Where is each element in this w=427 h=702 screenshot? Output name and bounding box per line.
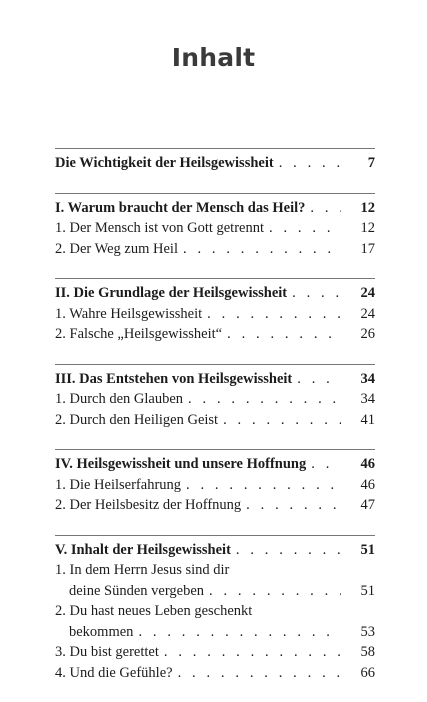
toc-entry[interactable] xyxy=(55,622,375,643)
dot-leader xyxy=(297,369,341,390)
toc-page-number: 46 xyxy=(360,476,375,493)
toc-page-number: 51 xyxy=(360,541,375,558)
toc-page-number: 24 xyxy=(360,285,375,301)
dot-leader xyxy=(227,324,341,345)
toc-entry[interactable] xyxy=(55,601,375,622)
dot-leader xyxy=(246,495,341,516)
section-divider xyxy=(55,278,375,279)
section-divider xyxy=(55,449,375,450)
toc-page-number: 53 xyxy=(360,623,375,640)
table-of-contents xyxy=(55,148,375,702)
dot-leader xyxy=(310,198,341,219)
toc-page-number: 34 xyxy=(360,391,375,407)
dot-leader xyxy=(188,389,341,410)
toc-entry-title: Die Wichtigkeit der Heilsgewissheit xyxy=(55,155,274,171)
toc-page-number: 46 xyxy=(360,456,375,472)
dot-leader xyxy=(207,304,341,325)
page-title: Inhalt xyxy=(171,43,256,72)
toc-entry[interactable] xyxy=(55,389,375,410)
toc-page-number: 7 xyxy=(367,155,375,171)
toc-entry-title: 1. Die Heilserfahrung xyxy=(55,476,182,493)
toc-entry-title: 2. Du hast neues Leben geschenkt xyxy=(55,603,253,619)
toc-entry-title: 2. Der Heilsbesitz der Hoffnung xyxy=(55,497,242,513)
toc-entry-title: 4. Und die Gefühle? xyxy=(55,664,173,681)
dot-leader xyxy=(279,153,341,174)
dot-leader xyxy=(183,239,341,260)
toc-chapter-entry[interactable] xyxy=(55,198,375,219)
toc-section xyxy=(55,193,375,260)
toc-section xyxy=(55,148,375,174)
toc-entry[interactable] xyxy=(55,324,375,345)
toc-entry-title: 2. Der Weg zum Heil xyxy=(55,240,178,257)
toc-chapter-entry[interactable] xyxy=(55,454,375,475)
dot-leader xyxy=(138,622,341,643)
toc-page-number: 58 xyxy=(360,644,375,660)
section-divider xyxy=(55,364,375,365)
toc-entry-title: deine Sünden vergeben xyxy=(69,582,205,599)
toc-entry-title: 1. Der Mensch ist von Gott getrennt xyxy=(55,220,265,236)
toc-entry-title: 2. Durch den Heiligen Geist xyxy=(55,411,219,428)
toc-section xyxy=(55,535,375,684)
toc-page-number: 12 xyxy=(360,220,375,236)
toc-page-number: 41 xyxy=(360,411,375,428)
toc-entry-title: bekommen xyxy=(69,623,134,640)
dot-leader xyxy=(269,218,341,239)
toc-entry-title: 2. Falsche „Heilsgewissheit“ xyxy=(55,326,223,342)
toc-page-number: 66 xyxy=(360,664,375,681)
toc-entry[interactable] xyxy=(55,475,375,496)
toc-chapter-entry[interactable] xyxy=(55,369,375,390)
toc-section xyxy=(55,278,375,345)
toc-entry[interactable] xyxy=(55,495,375,516)
toc-entry-title: 1. Wahre Heilsgewissheit xyxy=(55,305,203,322)
dot-leader xyxy=(223,410,341,431)
toc-entry-title: IV. Heilsgewissheit und unsere Hoffnung xyxy=(55,456,307,472)
dot-leader xyxy=(292,283,341,304)
toc-entry-title: 1. In dem Herrn Jesus sind dir xyxy=(55,562,230,578)
toc-entry[interactable] xyxy=(55,218,375,239)
dot-leader xyxy=(164,642,341,663)
toc-entry-title: 3. Du bist gerettet xyxy=(55,644,159,660)
toc-page-number: 51 xyxy=(360,582,375,599)
toc-section xyxy=(55,364,375,431)
dot-leader xyxy=(209,581,341,602)
dot-leader xyxy=(311,454,341,475)
toc-entry[interactable] xyxy=(55,410,375,431)
section-divider xyxy=(55,193,375,194)
toc-entry[interactable] xyxy=(55,560,375,581)
toc-entry[interactable] xyxy=(55,239,375,260)
toc-entry-title: I. Warum braucht der Mensch das Heil? xyxy=(55,199,306,216)
toc-page-number: 17 xyxy=(360,240,375,257)
dot-leader xyxy=(236,540,341,561)
toc-entry-title: V. Inhalt der Heilsgewissheit xyxy=(55,541,231,558)
toc-chapter-entry[interactable] xyxy=(55,540,375,561)
section-divider xyxy=(55,148,375,149)
toc-entry[interactable] xyxy=(55,642,375,663)
toc-page-number: 12 xyxy=(360,199,375,216)
toc-entry[interactable] xyxy=(55,304,375,325)
toc-chapter-entry[interactable] xyxy=(55,153,375,174)
toc-entry[interactable] xyxy=(55,581,375,602)
toc-chapter-entry[interactable] xyxy=(55,283,375,304)
dot-leader xyxy=(178,663,341,684)
toc-section xyxy=(55,449,375,516)
toc-page-number: 34 xyxy=(360,370,375,387)
dot-leader xyxy=(186,475,341,496)
toc-entry[interactable] xyxy=(55,663,375,684)
toc-entry-title: 1. Durch den Glauben xyxy=(55,391,184,407)
toc-entry-title: III. Das Entstehen von Heilsgewissheit xyxy=(55,370,293,387)
section-divider xyxy=(55,535,375,536)
toc-page-number: 26 xyxy=(360,326,375,342)
toc-page-number: 24 xyxy=(360,305,375,322)
toc-entry-title: II. Die Grundlage der Heilsgewissheit xyxy=(55,285,288,301)
toc-page-number: 47 xyxy=(360,497,375,513)
